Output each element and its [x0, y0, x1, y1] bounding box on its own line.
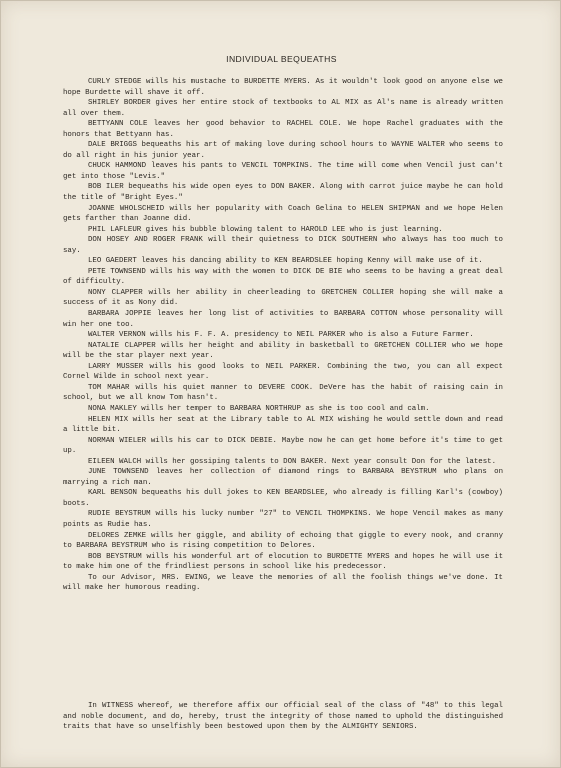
bequest-paragraph: LEO GAEDERT leaves his dancing ability to KEN BEARDSLEE hoping Kenny will make use of it.	[88, 257, 483, 266]
bequest-paragraph: BOB BEYSTRUM wills his wonderful art of elocution to BURDETTE MYERS and hopes he will use it to make him one of the frindliest persons in school like his predecessor.	[63, 552, 503, 572]
bequest-paragraph: HELEN MIX wills her seat at the Library table to AL MIX wishing he would settle down and read a little bit.	[63, 415, 503, 435]
document-title: INDIVIDUAL BEQUEATHS	[226, 54, 337, 64]
bequest-paragraph: DON HOSEY AND ROGER FRANK will their quietness to DICK SOUTHERN who always has too much to say.	[63, 236, 503, 255]
bequests-body	[63, 77, 503, 594]
bequest-paragraph: NATALIE CLAPPER wills her height and ability in basketball to GRETCHEN COLLIER who we hope will be the star player next year.	[63, 341, 503, 361]
bequest-paragraph: EILEEN WALCH wills her gossiping talents to DON BAKER. Next year consult Don for the latest.	[88, 457, 497, 466]
bequest-paragraph: BOB ILER bequeaths his wide open eyes to DON BAKER. Along with carrot juice maybe he can hold the title of "Bright Eyes."	[63, 183, 503, 203]
bequest-paragraph: PETE TOWNSEND wills his way with the women to DICK DE BIE who seems to be having a great deal of difficulty.	[63, 267, 503, 287]
bequest-paragraph: NONY CLAPPER wills her ability in cheerleading to GRETCHEN COLLIER hoping she will make a success of it as Nony did.	[63, 288, 503, 308]
bequest-paragraph: TOM MAHAR wills his quiet manner to DEVERE COOK. DeVere has the habit of raising cain in school, but we all know Tom hasn't.	[63, 383, 503, 403]
bequest-paragraph: SHIRLEY BORDER gives her entire stock of textbooks to AL MIX as Al's name is already written all over them.	[63, 99, 503, 118]
bequest-paragraph: NONA MAKLEY wills her temper to BARBARA NORTHRUP as she is too cool and calm.	[88, 404, 430, 413]
bequest-paragraph: CURLY STEDGE wills his mustache to BURDETTE MYERS. As it wouldn't look good on anyone else we hope Burdette will shave it off.	[63, 78, 503, 97]
bequest-paragraph: PHIL LAFLEUR gives his bubble blowing talent to HAROLD LEE who is just learning.	[88, 225, 443, 234]
bequest-paragraph: RUDIE BEYSTRUM wills his lucky number "27" to VENCIL THOMPKINS. We hope Vencil makes as many points as Rudie has.	[63, 510, 503, 529]
bequest-paragraph: JOANNE WHOLSCHEID wills her popularity with Coach Gelina to HELEN SHIPMAN and we hope Helen gets farther than Joanne did.	[63, 204, 503, 224]
witness-paragraph: In WITNESS whereof, we therefore affix our official seal of the class of "48" to this legal and noble document, and do, hereby, trust the integrity of those named to uphold the distinguished traits that have so unselfishly been bestowed upon them by the ALMIGHTY SENIORS.	[63, 702, 503, 732]
bequest-paragraph: LARRY MUSSER wills his good looks to NEIL PARKER. Combining the two, you can all expect Cornel Wilde in school next year.	[63, 362, 503, 382]
bequest-paragraph: KARL BENSON bequeaths his dull jokes to KEN BEARDSLEE, who already is filling Karl's (cowboy) boots.	[63, 489, 503, 508]
bequest-paragraph: DALE BRIGGS bequeaths his art of making love during school hours to WAYNE WALTER who seems to do all right in his junior year.	[63, 141, 503, 160]
bequest-paragraph: BETTYANN COLE leaves her good behavior to RACHEL COLE. We hope Rachel graduates with the honors that Bettyann has.	[63, 120, 503, 139]
bequest-paragraph: WALTER VERNON wills his F. F. A. presidency to NEIL PARKER who is also a Future Farmer.	[88, 331, 474, 340]
bequest-paragraph: BARBARA JOPPIE leaves her long list of activities to BARBARA COTTON whose personality will win her one too.	[63, 310, 503, 329]
bequest-paragraph: DELORES ZEMKE wills her giggle, and ability of echoing that giggle to every nook, and cranny to BARBARA BEYSTRUM who is rising competition to Delores.	[63, 531, 503, 551]
bequest-paragraph: CHUCK HAMMOND leaves his pants to VENCIL TOMPKINS. The time will come when Vencil just can't get into those "Levis."	[63, 162, 503, 181]
bequest-paragraph: To our Advisor, MRS. EWING, we leave the memories of all the foolish things we've done. It will make her humorous reading.	[63, 573, 503, 593]
bequest-paragraph: JUNE TOWNSEND leaves her collection of diamond rings to BARBARA BEYSTRUM who plans on marrying a rich man.	[63, 468, 503, 487]
bequest-paragraph: NORMAN WIELER wills his car to DICK DEBIE. Maybe now he can get home before it's time to get up.	[63, 436, 503, 456]
